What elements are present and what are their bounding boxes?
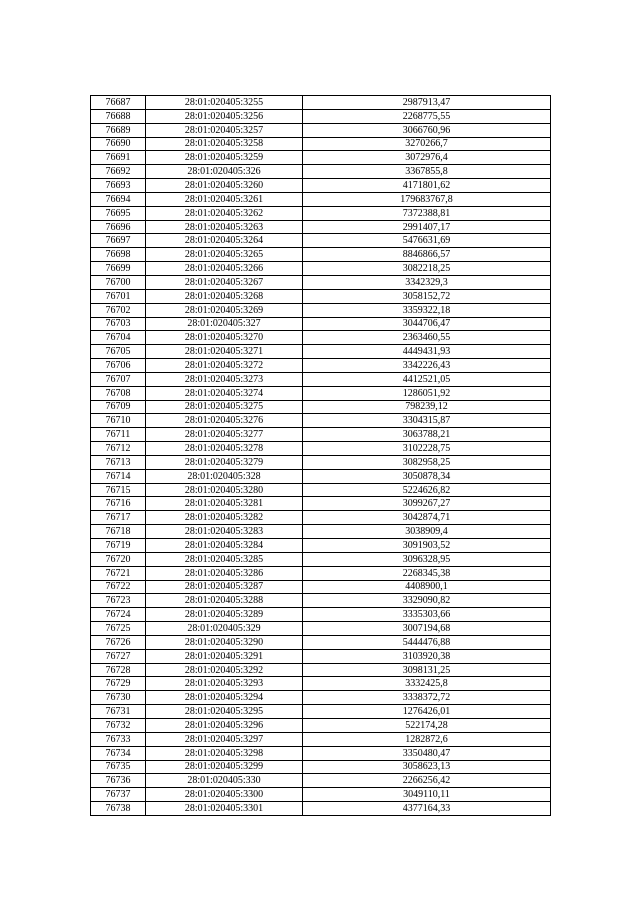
cadastral-number-cell: 28:01:020405:3275 bbox=[146, 400, 303, 414]
row-number-cell: 76712 bbox=[91, 442, 146, 456]
cadastral-value-cell: 3072976,4 bbox=[303, 151, 551, 165]
table-row bbox=[91, 206, 551, 220]
cadastral-number-cell: 28:01:020405:3258 bbox=[146, 137, 303, 151]
cadastral-number-cell: 28:01:020405:3274 bbox=[146, 386, 303, 400]
table-row bbox=[91, 109, 551, 123]
cadastral-value-cell: 798239,12 bbox=[303, 400, 551, 414]
table-row bbox=[91, 137, 551, 151]
row-number-cell: 76699 bbox=[91, 262, 146, 276]
cadastral-value-cell: 3050878,34 bbox=[303, 469, 551, 483]
cadastral-number-cell: 28:01:020405:329 bbox=[146, 622, 303, 636]
table-row bbox=[91, 580, 551, 594]
table-row bbox=[91, 788, 551, 802]
table-row bbox=[91, 248, 551, 262]
table-row bbox=[91, 608, 551, 622]
cadastral-value-cell: 3332425,8 bbox=[303, 677, 551, 691]
table-row bbox=[91, 96, 551, 110]
cadastral-number-cell: 28:01:020405:3300 bbox=[146, 788, 303, 802]
cadastral-value-cell: 3096328,95 bbox=[303, 552, 551, 566]
cadastral-value-cell: 3063788,21 bbox=[303, 428, 551, 442]
table-row bbox=[91, 442, 551, 456]
cadastral-value-table bbox=[90, 95, 551, 816]
cadastral-number-cell: 28:01:020405:3282 bbox=[146, 511, 303, 525]
row-number-cell: 76729 bbox=[91, 677, 146, 691]
cadastral-value-cell: 522174,28 bbox=[303, 718, 551, 732]
cadastral-value-cell: 3049110,11 bbox=[303, 788, 551, 802]
table-row bbox=[91, 179, 551, 193]
cadastral-number-cell: 28:01:020405:3257 bbox=[146, 123, 303, 137]
cadastral-number-cell: 28:01:020405:3255 bbox=[146, 96, 303, 110]
cadastral-number-cell: 28:01:020405:3295 bbox=[146, 705, 303, 719]
table-row bbox=[91, 691, 551, 705]
table-row bbox=[91, 511, 551, 525]
table-row bbox=[91, 317, 551, 331]
table-row bbox=[91, 262, 551, 276]
cadastral-value-cell: 4408900,1 bbox=[303, 580, 551, 594]
table-row bbox=[91, 774, 551, 788]
cadastral-value-cell: 3098131,25 bbox=[303, 663, 551, 677]
table-row bbox=[91, 594, 551, 608]
row-number-cell: 76701 bbox=[91, 289, 146, 303]
cadastral-number-cell: 28:01:020405:3301 bbox=[146, 802, 303, 816]
row-number-cell: 76693 bbox=[91, 179, 146, 193]
row-number-cell: 76706 bbox=[91, 359, 146, 373]
row-number-cell: 76702 bbox=[91, 303, 146, 317]
row-number-cell: 76708 bbox=[91, 386, 146, 400]
row-number-cell: 76735 bbox=[91, 760, 146, 774]
cadastral-number-cell: 28:01:020405:3279 bbox=[146, 455, 303, 469]
cadastral-number-cell: 28:01:020405:3298 bbox=[146, 746, 303, 760]
row-number-cell: 76726 bbox=[91, 635, 146, 649]
cadastral-number-cell: 28:01:020405:3260 bbox=[146, 179, 303, 193]
table-row bbox=[91, 123, 551, 137]
cadastral-value-cell: 2987913,47 bbox=[303, 96, 551, 110]
table-row bbox=[91, 234, 551, 248]
cadastral-value-cell: 5444476,88 bbox=[303, 635, 551, 649]
cadastral-number-cell: 28:01:020405:328 bbox=[146, 469, 303, 483]
row-number-cell: 76697 bbox=[91, 234, 146, 248]
table-row bbox=[91, 663, 551, 677]
cadastral-value-cell: 2268345,38 bbox=[303, 566, 551, 580]
row-number-cell: 76688 bbox=[91, 109, 146, 123]
cadastral-value-cell: 2991407,17 bbox=[303, 220, 551, 234]
cadastral-value-cell: 1286051,92 bbox=[303, 386, 551, 400]
table-row bbox=[91, 552, 551, 566]
cadastral-number-cell: 28:01:020405:3288 bbox=[146, 594, 303, 608]
row-number-cell: 76733 bbox=[91, 732, 146, 746]
cadastral-value-cell: 2363460,55 bbox=[303, 331, 551, 345]
table-row bbox=[91, 469, 551, 483]
cadastral-value-cell: 3082958,25 bbox=[303, 455, 551, 469]
cadastral-value-cell: 3304315,87 bbox=[303, 414, 551, 428]
cadastral-value-cell: 1276426,01 bbox=[303, 705, 551, 719]
table-row bbox=[91, 539, 551, 553]
cadastral-value-cell: 3270266,7 bbox=[303, 137, 551, 151]
row-number-cell: 76696 bbox=[91, 220, 146, 234]
cadastral-number-cell: 28:01:020405:3271 bbox=[146, 345, 303, 359]
table-row bbox=[91, 802, 551, 816]
cadastral-number-cell: 28:01:020405:3285 bbox=[146, 552, 303, 566]
table-row bbox=[91, 275, 551, 289]
cadastral-number-cell: 28:01:020405:3283 bbox=[146, 525, 303, 539]
cadastral-value-cell: 3007194,68 bbox=[303, 622, 551, 636]
table-row bbox=[91, 151, 551, 165]
cadastral-value-cell: 3367855,8 bbox=[303, 165, 551, 179]
cadastral-number-cell: 28:01:020405:3277 bbox=[146, 428, 303, 442]
cadastral-number-cell: 28:01:020405:3296 bbox=[146, 718, 303, 732]
cadastral-value-cell: 7372388,81 bbox=[303, 206, 551, 220]
cadastral-number-cell: 28:01:020405:3281 bbox=[146, 497, 303, 511]
table-body bbox=[91, 96, 551, 816]
row-number-cell: 76727 bbox=[91, 649, 146, 663]
cadastral-value-cell: 8846866,57 bbox=[303, 248, 551, 262]
cadastral-value-cell: 3082218,25 bbox=[303, 262, 551, 276]
table-row bbox=[91, 359, 551, 373]
table-row bbox=[91, 428, 551, 442]
cadastral-value-cell: 3058152,72 bbox=[303, 289, 551, 303]
row-number-cell: 76716 bbox=[91, 497, 146, 511]
table-row bbox=[91, 732, 551, 746]
row-number-cell: 76736 bbox=[91, 774, 146, 788]
table-row bbox=[91, 677, 551, 691]
cadastral-value-cell: 3338372,72 bbox=[303, 691, 551, 705]
table-row bbox=[91, 705, 551, 719]
cadastral-number-cell: 28:01:020405:3266 bbox=[146, 262, 303, 276]
cadastral-number-cell: 28:01:020405:3263 bbox=[146, 220, 303, 234]
row-number-cell: 76691 bbox=[91, 151, 146, 165]
cadastral-number-cell: 28:01:020405:3267 bbox=[146, 275, 303, 289]
row-number-cell: 76715 bbox=[91, 483, 146, 497]
table-row bbox=[91, 192, 551, 206]
cadastral-number-cell: 28:01:020405:3287 bbox=[146, 580, 303, 594]
cadastral-number-cell: 28:01:020405:3276 bbox=[146, 414, 303, 428]
row-number-cell: 76723 bbox=[91, 594, 146, 608]
cadastral-value-cell: 3342329,3 bbox=[303, 275, 551, 289]
cadastral-value-cell: 5224626,82 bbox=[303, 483, 551, 497]
cadastral-number-cell: 28:01:020405:3299 bbox=[146, 760, 303, 774]
row-number-cell: 76710 bbox=[91, 414, 146, 428]
row-number-cell: 76705 bbox=[91, 345, 146, 359]
row-number-cell: 76692 bbox=[91, 165, 146, 179]
table-row bbox=[91, 455, 551, 469]
table-row bbox=[91, 414, 551, 428]
cadastral-number-cell: 28:01:020405:330 bbox=[146, 774, 303, 788]
row-number-cell: 76728 bbox=[91, 663, 146, 677]
row-number-cell: 76707 bbox=[91, 372, 146, 386]
row-number-cell: 76703 bbox=[91, 317, 146, 331]
row-number-cell: 76714 bbox=[91, 469, 146, 483]
row-number-cell: 76717 bbox=[91, 511, 146, 525]
table-row bbox=[91, 635, 551, 649]
table-row bbox=[91, 746, 551, 760]
cadastral-value-cell: 4449431,93 bbox=[303, 345, 551, 359]
row-number-cell: 76698 bbox=[91, 248, 146, 262]
cadastral-value-cell: 179683767,8 bbox=[303, 192, 551, 206]
cadastral-value-cell: 3350480,47 bbox=[303, 746, 551, 760]
row-number-cell: 76730 bbox=[91, 691, 146, 705]
table-row bbox=[91, 525, 551, 539]
cadastral-value-cell: 3042874,71 bbox=[303, 511, 551, 525]
cadastral-number-cell: 28:01:020405:3284 bbox=[146, 539, 303, 553]
table-row bbox=[91, 400, 551, 414]
cadastral-value-cell: 4377164,33 bbox=[303, 802, 551, 816]
cadastral-number-cell: 28:01:020405:3280 bbox=[146, 483, 303, 497]
row-number-cell: 76720 bbox=[91, 552, 146, 566]
row-number-cell: 76734 bbox=[91, 746, 146, 760]
cadastral-value-cell: 3038909,4 bbox=[303, 525, 551, 539]
table-row bbox=[91, 220, 551, 234]
row-number-cell: 76719 bbox=[91, 539, 146, 553]
cadastral-value-cell: 3342226,43 bbox=[303, 359, 551, 373]
cadastral-value-cell: 5476631,69 bbox=[303, 234, 551, 248]
row-number-cell: 76711 bbox=[91, 428, 146, 442]
row-number-cell: 76738 bbox=[91, 802, 146, 816]
cadastral-value-cell: 4171801,62 bbox=[303, 179, 551, 193]
table-row bbox=[91, 649, 551, 663]
table-row bbox=[91, 718, 551, 732]
row-number-cell: 76704 bbox=[91, 331, 146, 345]
row-number-cell: 76687 bbox=[91, 96, 146, 110]
row-number-cell: 76695 bbox=[91, 206, 146, 220]
cadastral-value-cell: 3329090,82 bbox=[303, 594, 551, 608]
cadastral-number-cell: 28:01:020405:3273 bbox=[146, 372, 303, 386]
table-row bbox=[91, 372, 551, 386]
cadastral-value-cell: 3359322,18 bbox=[303, 303, 551, 317]
cadastral-number-cell: 28:01:020405:3272 bbox=[146, 359, 303, 373]
table-row bbox=[91, 345, 551, 359]
cadastral-value-cell: 3102228,75 bbox=[303, 442, 551, 456]
cadastral-number-cell: 28:01:020405:3261 bbox=[146, 192, 303, 206]
row-number-cell: 76713 bbox=[91, 455, 146, 469]
cadastral-number-cell: 28:01:020405:3262 bbox=[146, 206, 303, 220]
cadastral-number-cell: 28:01:020405:3264 bbox=[146, 234, 303, 248]
cadastral-number-cell: 28:01:020405:3259 bbox=[146, 151, 303, 165]
cadastral-number-cell: 28:01:020405:3297 bbox=[146, 732, 303, 746]
row-number-cell: 76725 bbox=[91, 622, 146, 636]
cadastral-number-cell: 28:01:020405:3286 bbox=[146, 566, 303, 580]
row-number-cell: 76709 bbox=[91, 400, 146, 414]
cadastral-value-cell: 3066760,96 bbox=[303, 123, 551, 137]
cadastral-number-cell: 28:01:020405:327 bbox=[146, 317, 303, 331]
cadastral-number-cell: 28:01:020405:3294 bbox=[146, 691, 303, 705]
cadastral-number-cell: 28:01:020405:3289 bbox=[146, 608, 303, 622]
row-number-cell: 76700 bbox=[91, 275, 146, 289]
row-number-cell: 76721 bbox=[91, 566, 146, 580]
table-row bbox=[91, 497, 551, 511]
table-row bbox=[91, 483, 551, 497]
row-number-cell: 76718 bbox=[91, 525, 146, 539]
table-row bbox=[91, 622, 551, 636]
cadastral-value-cell: 1282872,6 bbox=[303, 732, 551, 746]
cadastral-value-cell: 3099267,27 bbox=[303, 497, 551, 511]
table-row bbox=[91, 566, 551, 580]
row-number-cell: 76722 bbox=[91, 580, 146, 594]
table-row bbox=[91, 760, 551, 774]
cadastral-value-cell: 3091903,52 bbox=[303, 539, 551, 553]
cadastral-number-cell: 28:01:020405:3256 bbox=[146, 109, 303, 123]
cadastral-value-cell: 3058623,13 bbox=[303, 760, 551, 774]
row-number-cell: 76690 bbox=[91, 137, 146, 151]
row-number-cell: 76732 bbox=[91, 718, 146, 732]
cadastral-number-cell: 28:01:020405:3268 bbox=[146, 289, 303, 303]
cadastral-value-cell: 2268775,55 bbox=[303, 109, 551, 123]
cadastral-number-cell: 28:01:020405:3278 bbox=[146, 442, 303, 456]
row-number-cell: 76689 bbox=[91, 123, 146, 137]
cadastral-value-cell: 4412521,05 bbox=[303, 372, 551, 386]
cadastral-value-cell: 2266256,42 bbox=[303, 774, 551, 788]
table-row bbox=[91, 331, 551, 345]
cadastral-number-cell: 28:01:020405:3290 bbox=[146, 635, 303, 649]
table-row bbox=[91, 289, 551, 303]
cadastral-value-cell: 3103920,38 bbox=[303, 649, 551, 663]
table-row bbox=[91, 165, 551, 179]
table-row bbox=[91, 386, 551, 400]
cadastral-number-cell: 28:01:020405:3292 bbox=[146, 663, 303, 677]
row-number-cell: 76731 bbox=[91, 705, 146, 719]
row-number-cell: 76694 bbox=[91, 192, 146, 206]
table-row bbox=[91, 303, 551, 317]
row-number-cell: 76737 bbox=[91, 788, 146, 802]
cadastral-number-cell: 28:01:020405:3270 bbox=[146, 331, 303, 345]
cadastral-value-cell: 3044706,47 bbox=[303, 317, 551, 331]
cadastral-number-cell: 28:01:020405:3269 bbox=[146, 303, 303, 317]
cadastral-value-cell: 3335303,66 bbox=[303, 608, 551, 622]
cadastral-number-cell: 28:01:020405:3293 bbox=[146, 677, 303, 691]
cadastral-number-cell: 28:01:020405:3291 bbox=[146, 649, 303, 663]
cadastral-number-cell: 28:01:020405:326 bbox=[146, 165, 303, 179]
row-number-cell: 76724 bbox=[91, 608, 146, 622]
cadastral-number-cell: 28:01:020405:3265 bbox=[146, 248, 303, 262]
